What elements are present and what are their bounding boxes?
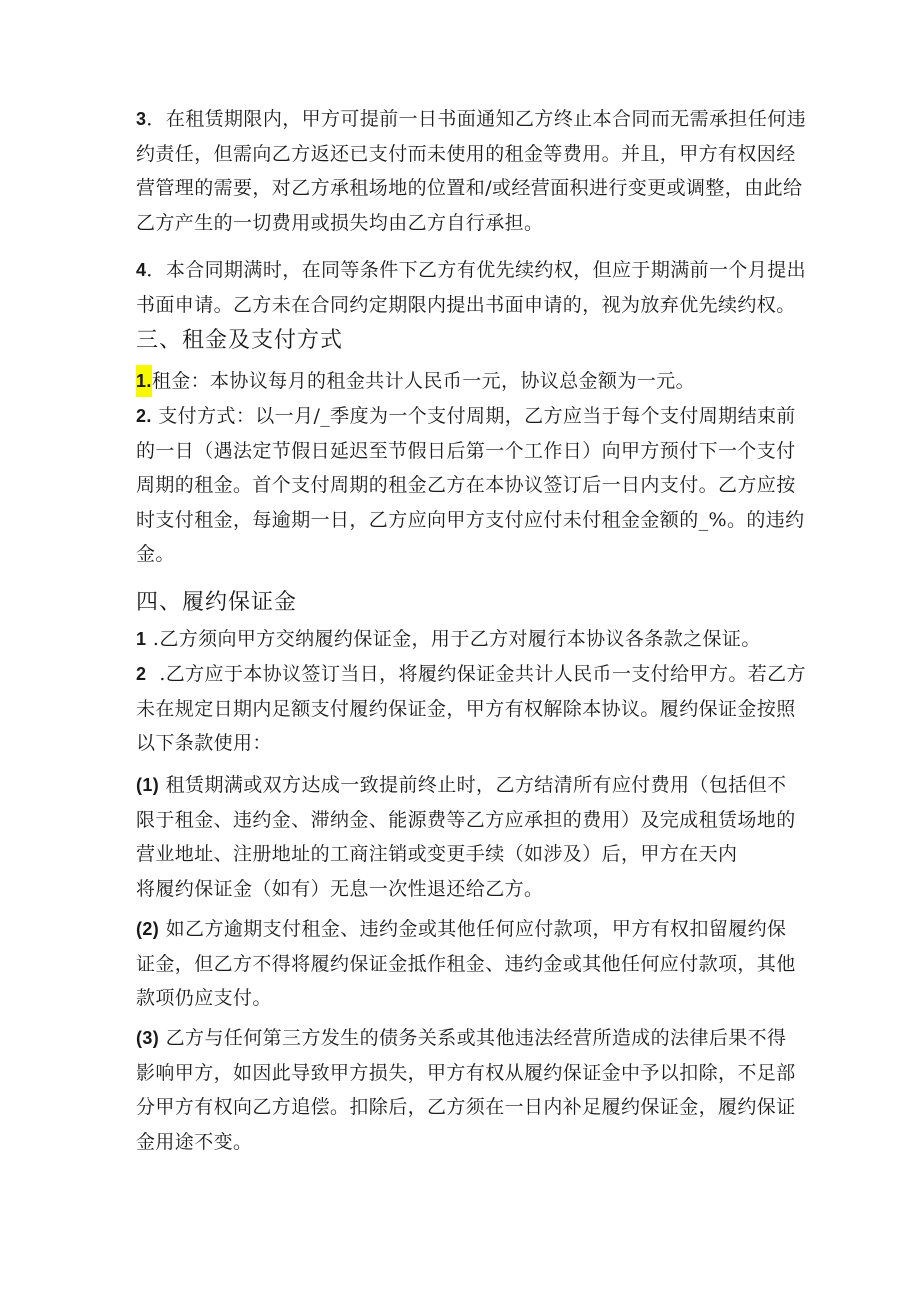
section-heading-deposit: 四、履约保证金 xyxy=(136,590,298,615)
deposit-subitem-3: (3) 乙方与任何第三方发生的债务关系或其他违法经营所造成的法律后果不得 影响甲方，如因此导致甲方损失，甲方有权从履约保证金中予以扣除，不足部 分甲方有权向乙方追偿。扣除后，乙方须在一日内补足履约保证金，履约保证 金用途不变。 xyxy=(136,1027,796,1153)
clause-3-line-1: 3．在租赁期限内，甲方可提前一日书面通知乙方终止本合同而无需承担任何违 xyxy=(136,108,807,130)
clause-number: 3 xyxy=(136,109,147,129)
clause-3-line-4: 乙方产生的一切费用或损失均由乙方自行承担。 xyxy=(136,211,544,234)
clause-3-line-2: 约责任，但需向乙方返还已支付而未使用的租金等费用。并且，甲方有权因经 xyxy=(136,142,796,165)
subitem-number: (3) xyxy=(136,1028,160,1048)
rent-item-2: 2. 支付方式：以一月/_季度为一个支付周期，乙方应当于每个支付周期结束前 的一日（遇法定节假日延迟至节假日后第一个工作日）向甲方预付下一个支付 周期的租金。首个支付周期的租金乙方在本协议签订后一日内支付。乙方应按 时支付租金，每逾期一日，乙方应向甲方支付应付未付租金金额的_%。的违约 金。 xyxy=(136,405,805,565)
highlighted-number: 1. xyxy=(136,365,152,397)
subitem-number: (2) xyxy=(136,919,160,939)
clause-4 xyxy=(136,253,807,322)
clause-number: 4 xyxy=(136,260,147,280)
rent-item-1: 1.租金：本协议每月的租金共计人民币一元，协议总金额为一元。 xyxy=(136,364,786,399)
clause-4-line-1: 4．本合同期满时，在同等条件下乙方有优先续约权，但应于期满前一个月提出 xyxy=(136,259,807,281)
subitem-number: (1) xyxy=(136,775,160,795)
clause-3-line-3: 营管理的需要，对乙方承租场地的位置和/或经营面积进行变更或调整，由此给 xyxy=(136,177,803,199)
clause-3 xyxy=(136,102,807,240)
deposit-subitem-2: (2) 如乙方逾期支付租金、违约金或其他任何应付款项，甲方有权扣留履约保 证金，但乙方不得将履约保证金抵作租金、违约金或其他任何应付款项，其他 款项仍应支付。 xyxy=(136,918,796,1009)
item-number: 1 xyxy=(136,629,147,649)
deposit-item-2: 2 .乙方应于本协议签订当日，将履约保证金共计人民币一支付给甲方。若乙方 未在规定日期内足额支付履约保证金，甲方有权解除本协议。履约保证金按照 以下条款使用： xyxy=(136,663,806,754)
item-number: 2. xyxy=(136,406,152,426)
clause-4-line-2: 书面申请。乙方未在合同约定期限内提出书面申请的，视为放弃优先续约权。 xyxy=(136,293,796,316)
section-heading-rent: 三、租金及支付方式 xyxy=(136,328,344,353)
deposit-item-1: 1 .乙方须向甲方交纳履约保证金，用于乙方对履行本协议各条款之保证。 xyxy=(136,628,761,650)
deposit-subitem-1: (1) 租赁期满或双方达成一致提前终止时，乙方结清所有应付费用（包括但不 限于租金、违约金、滞纳金、能源费等乙方应承担的费用）及完成租赁场地的 营业地址、注册地址的工商注销或变更手续（如涉及）后，甲方在天内 将履约保证金（如有）无息一次性退还给乙方。 xyxy=(136,774,796,900)
item-number: 2 xyxy=(136,664,147,684)
